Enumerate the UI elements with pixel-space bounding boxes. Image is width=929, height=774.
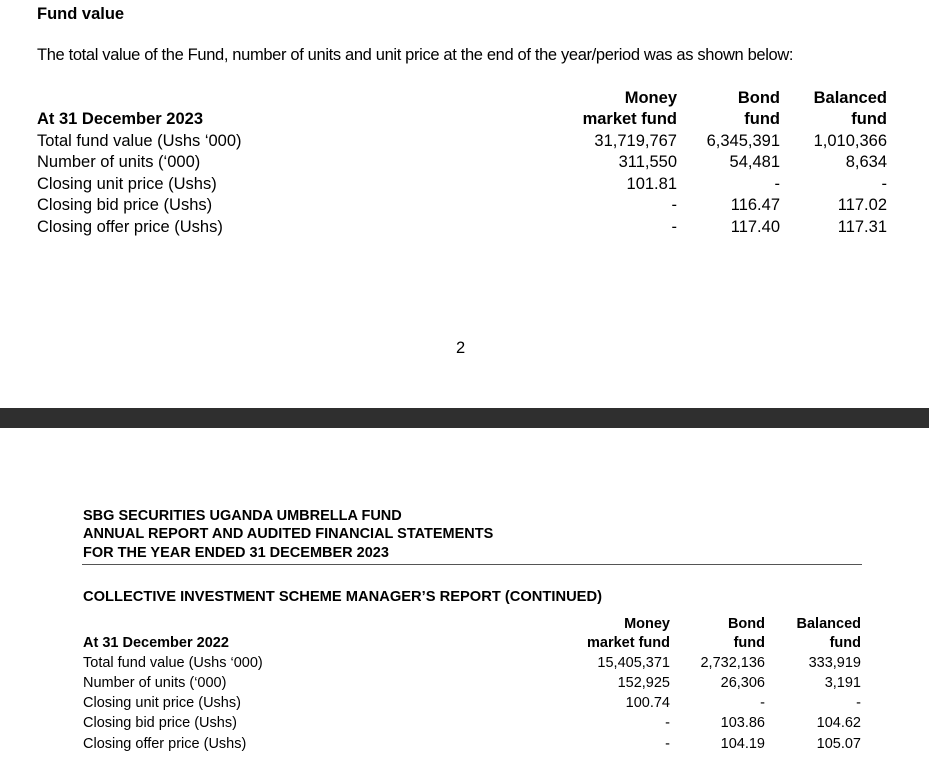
- page-number: 2: [456, 339, 466, 357]
- col-header-balanced-line1: Balanced: [813, 89, 887, 107]
- col-header-money-market-line1: Money: [624, 616, 670, 632]
- row-label: Closing offer price (Ushs): [37, 218, 223, 236]
- cell-balanced: 117.02: [837, 196, 887, 214]
- col-header-money-market-line2: market fund: [582, 110, 677, 128]
- col-header-money-market-line1: Money: [624, 89, 677, 107]
- col-header-bond-line2: fund: [733, 635, 765, 651]
- cell-balanced: 117.31: [837, 218, 887, 236]
- cell-bond: 2,732,136: [700, 655, 765, 671]
- page-divider: [0, 408, 929, 428]
- cell-balanced: 8,634: [845, 153, 887, 171]
- col-header-balanced-line2: fund: [829, 635, 861, 651]
- report-header-line-3: FOR THE YEAR ENDED 31 DECEMBER 2023: [83, 545, 389, 561]
- cell-money-market: 31,719,767: [594, 132, 677, 150]
- cell-balanced: 3,191: [824, 675, 861, 691]
- cell-balanced: -: [881, 175, 887, 193]
- row-label: Total fund value (Ushs ‘000): [83, 655, 263, 671]
- cell-money-market: 15,405,371: [597, 655, 670, 671]
- row-label: Closing unit price (Ushs): [37, 175, 217, 193]
- cell-bond: 116.47: [730, 196, 780, 214]
- cell-bond: 104.19: [720, 736, 765, 752]
- col-header-bond-line1: Bond: [737, 89, 780, 107]
- row-label: Total fund value (Ushs ‘000): [37, 132, 242, 150]
- row-label: Closing bid price (Ushs): [83, 715, 237, 731]
- cell-balanced: 1,010,366: [813, 132, 887, 150]
- row-label: Number of units (‘000): [83, 675, 227, 691]
- cell-money-market: 152,925: [617, 675, 670, 691]
- cell-money-market: 100.74: [625, 695, 670, 711]
- section-heading: Fund value: [37, 5, 125, 23]
- cell-money-market: -: [671, 196, 677, 214]
- cell-money-market: -: [665, 715, 670, 731]
- period-label: At 31 December 2022: [83, 635, 229, 651]
- col-header-bond-line2: fund: [744, 110, 780, 128]
- cell-bond: -: [774, 175, 780, 193]
- cell-money-market: 101.81: [626, 175, 677, 193]
- cell-bond: 54,481: [729, 153, 780, 171]
- cell-bond: 6,345,391: [706, 132, 780, 150]
- period-label: At 31 December 2023: [37, 110, 204, 128]
- col-header-bond-line1: Bond: [727, 616, 765, 632]
- section-title: COLLECTIVE INVESTMENT SCHEME MANAGER’S REPORT (CONTINUED): [83, 589, 602, 605]
- cell-bond: 26,306: [720, 675, 765, 691]
- col-header-money-market-line2: market fund: [587, 635, 670, 651]
- intro-paragraph: The total value of the Fund, number of units and unit price at the end of the year/period was as shown below:: [37, 46, 794, 64]
- row-label: Closing unit price (Ushs): [83, 695, 241, 711]
- header-rule: [82, 564, 862, 565]
- cell-bond: -: [760, 695, 765, 711]
- cell-bond: 117.40: [730, 218, 780, 236]
- cell-money-market: -: [665, 736, 670, 752]
- cell-money-market: 311,550: [618, 153, 677, 171]
- col-header-balanced-line2: fund: [851, 110, 887, 128]
- cell-balanced: 333,919: [808, 655, 861, 671]
- report-header-line-1: SBG SECURITIES UGANDA UMBRELLA FUND: [83, 508, 402, 524]
- row-label: Number of units (‘000): [37, 153, 201, 171]
- cell-balanced: -: [856, 695, 861, 711]
- col-header-balanced-line1: Balanced: [796, 616, 861, 632]
- cell-balanced: 104.62: [816, 715, 861, 731]
- report-header-line-2: ANNUAL REPORT AND AUDITED FINANCIAL STATEMENTS: [83, 526, 494, 542]
- row-label: Closing offer price (Ushs): [83, 736, 247, 752]
- row-label: Closing bid price (Ushs): [37, 196, 213, 214]
- cell-balanced: 105.07: [816, 736, 861, 752]
- cell-money-market: -: [671, 218, 677, 236]
- cell-bond: 103.86: [720, 715, 765, 731]
